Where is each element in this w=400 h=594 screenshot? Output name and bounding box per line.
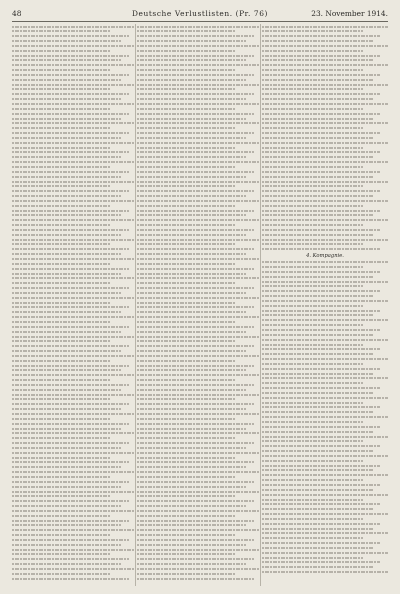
casualty-entry	[12, 576, 129, 581]
casualty-entry	[137, 576, 254, 581]
header-rule	[12, 21, 388, 22]
page-header	[12, 8, 388, 20]
section-heading: 4. Kompagnie.	[306, 252, 344, 259]
title-text: Deutsche Verlustlisten.	[132, 9, 233, 18]
column-2	[137, 24, 261, 586]
casualty-entry	[262, 570, 388, 575]
publication-date: 23. November 1914.	[311, 9, 388, 18]
column-3	[262, 24, 388, 586]
column-divider	[135, 24, 136, 586]
column-1	[12, 24, 136, 586]
page-number: 48	[12, 9, 22, 18]
issue-number: (Pr. 76)	[235, 9, 268, 18]
column-divider	[260, 24, 261, 586]
